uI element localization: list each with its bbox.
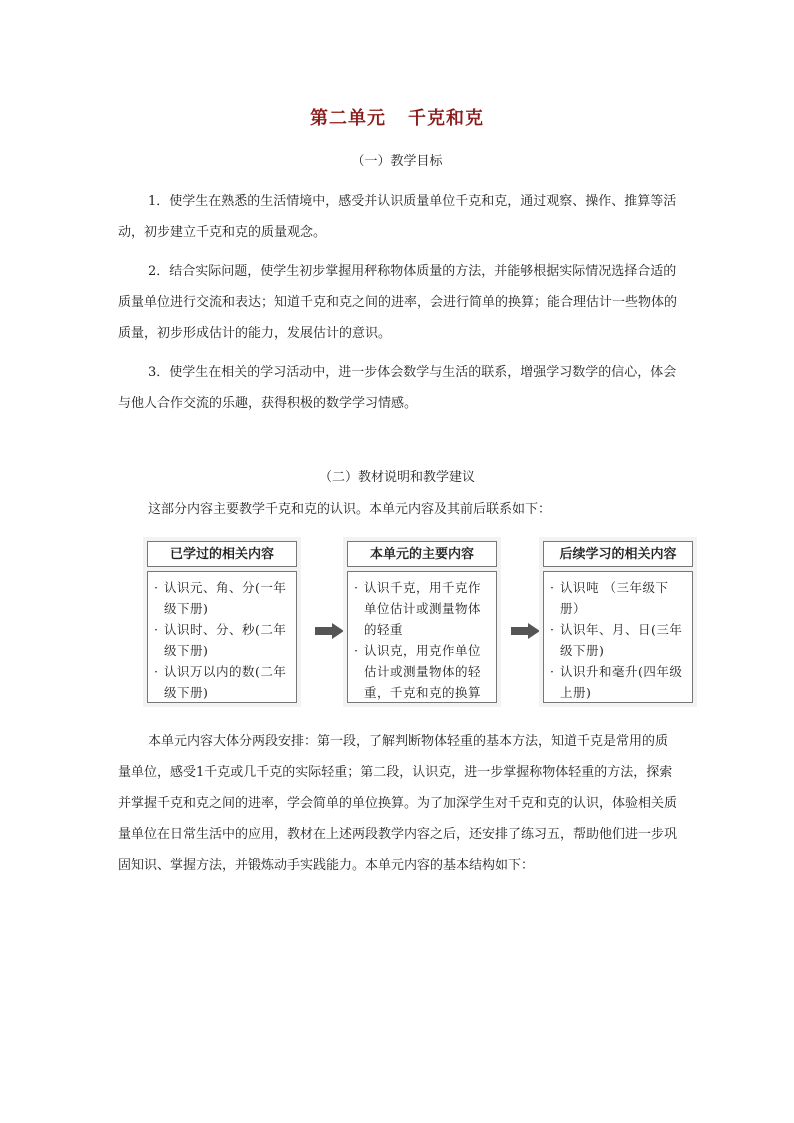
unit-label: 第二单元 bbox=[310, 108, 386, 129]
column-future bbox=[539, 537, 697, 707]
unit-relationship-diagram bbox=[143, 537, 703, 709]
objective-1: 1．使学生在熟悉的生活情境中，感受并认识质量单位千克和克，通过观察、操作、推算等活动，初步建立千克和克的质量观念。 bbox=[118, 194, 677, 240]
list-item: · 认识年、月、日(三年级下册) bbox=[550, 619, 688, 661]
right-arrow-icon bbox=[315, 623, 345, 639]
list-item: · 认识万以内的数(二年级下册) bbox=[154, 661, 292, 703]
column-prior bbox=[143, 537, 301, 707]
column-current bbox=[343, 537, 501, 707]
right-arrow-icon bbox=[511, 623, 541, 639]
list-item: · 认识吨 （三年级下册） bbox=[550, 577, 688, 619]
list-item: · 认识千克，用千克作单位估计或测量物体的轻重 bbox=[354, 577, 492, 640]
section1-heading: （一）教学目标 bbox=[351, 154, 443, 169]
section2-intro-block bbox=[118, 494, 678, 525]
section2-heading: （二）教材说明和教学建议 bbox=[318, 470, 475, 485]
structure-paragraph-block bbox=[118, 726, 678, 881]
objective-3: 3．使学生在相关的学习活动中，进一步体会数学与生活的联系，增强学习数学的信心，体会与他人合作交流的乐趣，获得积极的数学学习情感。 bbox=[118, 365, 677, 411]
structure-paragraph: 本单元内容大体分两段安排：第一段，了解判断物体轻重的基本方法，知道千克是常用的质量单位，感受1千克或几千克的实际轻重；第二段，认识克，进一步掌握称物体轻重的方法，探索并掌握千克和克之间的进率，学会简单的单位换算。为了加深学生对千克和克的认识，体验相关质量单位在日常生活中的应用，教材在上述两段教学内容之后，还安排了练习五，帮助他们进一步巩固知识、掌握方法，并锻炼动手实践能力。本单元内容的基本结构如下： bbox=[118, 734, 678, 873]
list-item: · 认识元、角、分(一年级下册) bbox=[154, 577, 292, 619]
section2-intro: 这部分内容主要教学千克和克的认识。本单元内容及其前后联系如下： bbox=[148, 502, 552, 517]
unit-topic: 千克和克 bbox=[408, 108, 484, 129]
list-item: · 认识克，用克作单位估计或测量物体的轻重，千克和克的换算 bbox=[354, 640, 492, 703]
objective-2: 2．结合实际问题，使学生初步掌握用秤称物体质量的方法，并能够根据实际情况选择合适的质量单位进行交流和表达；知道千克和克之间的进率，会进行简单的换算；能合理估计一些物体的质量，初步形成估计的能力，发展估计的意识。 bbox=[118, 264, 678, 341]
column-body bbox=[147, 571, 297, 703]
column-header: 本单元的主要内容 bbox=[347, 541, 497, 567]
column-header: 已学过的相关内容 bbox=[147, 541, 297, 567]
column-body bbox=[543, 571, 693, 703]
list-item: · 认识升和毫升(四年级上册) bbox=[550, 661, 688, 703]
column-header: 后续学习的相关内容 bbox=[543, 541, 693, 567]
column-body bbox=[347, 571, 497, 703]
objectives-list bbox=[118, 186, 678, 419]
page-title bbox=[0, 104, 794, 130]
list-item: · 认识时、分、秒(二年级下册) bbox=[154, 619, 292, 661]
